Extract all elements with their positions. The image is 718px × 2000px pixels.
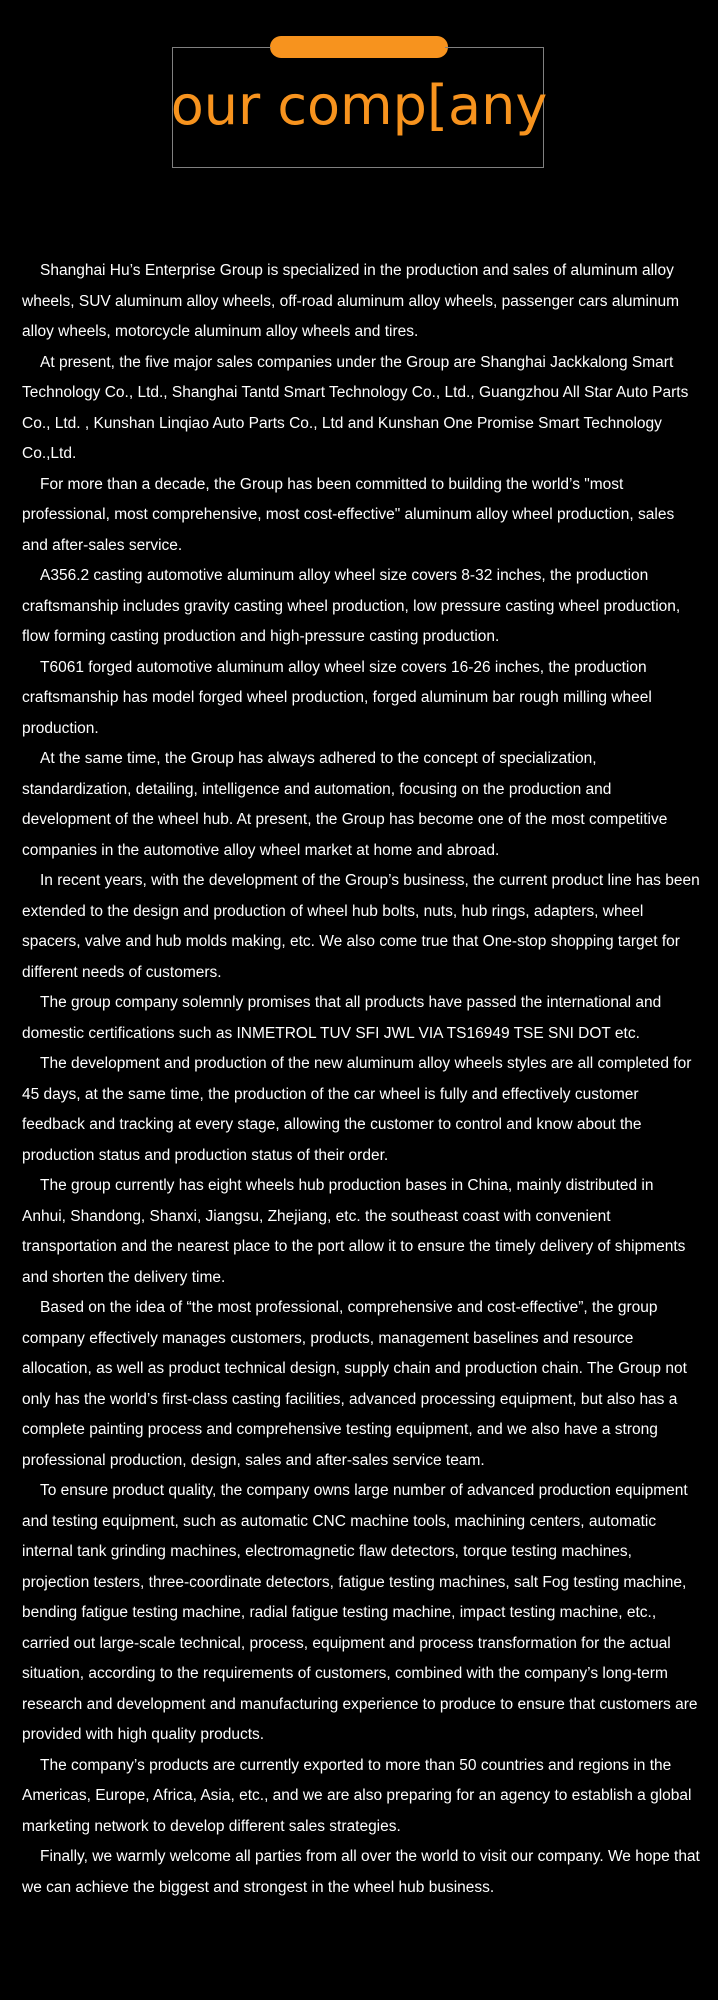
paragraph-management: Based on the idea of “the most professional, comprehensive and cost-effective”, the group company effectively manages customers, products, management baselines and resource allocation, as well as product technical design, supply chain and production chain. The Group not only has the world’s first-class casting facilities, advanced processing equipment, but also has a complete painting process and comprehensive testing equipment, and we also have a strong professional production, design, sales and after-sales service team. [22, 1299, 687, 1469]
paragraph-forged: T6061 forged automotive aluminum alloy wheel size covers 16-26 inches, the production craftsmanship has model forged wheel production, forged aluminum bar rough milling wheel production. [22, 658, 652, 737]
page-header [0, 0, 718, 230]
paragraph-casting: A356.2 casting automotive aluminum alloy wheel size covers 8-32 inches, the production craftsmanship includes gravity casting wheel production, low pressure casting wheel production, flow forming casting production and high-pressure casting production. [22, 567, 681, 645]
paragraph-production-bases: The group currently has eight wheels hub production bases in China, mainly distributed in Anhui, Shandong, Shanxi, Jiangsu, Zhejiang, etc. the southeast coast with convenient transportation and the nearest place to the port allow it to ensure the timely delivery of shipments and shorten the delivery time. [22, 1177, 686, 1286]
paragraph-development: The development and production of the new aluminum alloy wheels styles are all completed for 45 days, at the same time, the production of the car wheel is fully and effectively customer feedback and tracking at every stage, allowing the customer to control and know about the production status and production status of their order. [22, 1055, 692, 1164]
paragraph-welcome: Finally, we warmly welcome all parties from all over the world to visit our company. We hope that we can achieve the biggest and strongest in the wheel hub business. [22, 1848, 700, 1896]
paragraph-intro: Shanghai Hu’s Enterprise Group is specialized in the production and sales of aluminum alloy wheels, SUV aluminum alloy wheels, off-road aluminum alloy wheels, passenger cars aluminum alloy wheels, motorcycle aluminum alloy wheels and tires. [22, 262, 680, 340]
paragraph-sales-companies: At present, the five major sales companies under the Group are Shanghai Jackkalong Smart Technology Co., Ltd., Shanghai Tantd Smart Technology Co., Ltd., Guangzhou All Star Auto Parts Co., Ltd. , Kunshan Linqiao Auto Parts Co., Ltd and Kunshan One Promise Smart Technology Co.,Ltd. [22, 353, 689, 462]
paragraph-exports: The company’s products are currently exported to more than 50 countries and regions in the Americas, Europe, Africa, Asia, etc., and we are also preparing for an agency to establish a global marketing network to develop different sales strategies. [22, 1756, 692, 1835]
page-title: our comp[any [170, 74, 548, 137]
paragraph-concept: At the same time, the Group has always adhered to the concept of specialization, standardization, detailing, intelligence and automation, focusing on the production and development of the wheel hub. At present, the Group has become one of the most competitive companies in the automotive alloy wheel market at home and abroad. [22, 750, 668, 859]
paragraph-certifications: The group company solemnly promises that all products have passed the international and domestic certifications such as INMETROL TUV SFI JWL VIA TS16949 TSE SNI DOT etc. [22, 994, 662, 1042]
paragraph-quality: To ensure product quality, the company owns large number of advanced production equipment and testing equipment, such as automatic CNC machine tools, machining centers, automatic internal tank grinding machines, electromagnetic flaw detectors, torque testing machines, projection testers, three-coordinate detectors, fatigue testing machines, salt Fog testing machine, bending fatigue testing machine, radial fatigue testing machine, impact testing machine, etc., carried out large-scale technical, process, equipment and process transformation for the actual situation, according to the requirements of customers, combined with the company’s long-term research and development and manufacturing experience to produce to ensure that customers are provided with high quality products. [22, 1482, 698, 1743]
company-description [22, 256, 700, 1903]
paragraph-commitment: For more than a decade, the Group has been committed to building the world’s "most professional, most comprehensive, most cost-effective" aluminum alloy wheel production, sales and after-sales service. [22, 475, 675, 554]
paragraph-product-line: In recent years, with the development of the Group’s business, the current product line has been extended to the design and production of wheel hub bolts, nuts, hub rings, adapters, wheel spacers, valve and hub molds making, etc. We also come true that One-stop shopping target for different needs of customers. [22, 872, 700, 981]
